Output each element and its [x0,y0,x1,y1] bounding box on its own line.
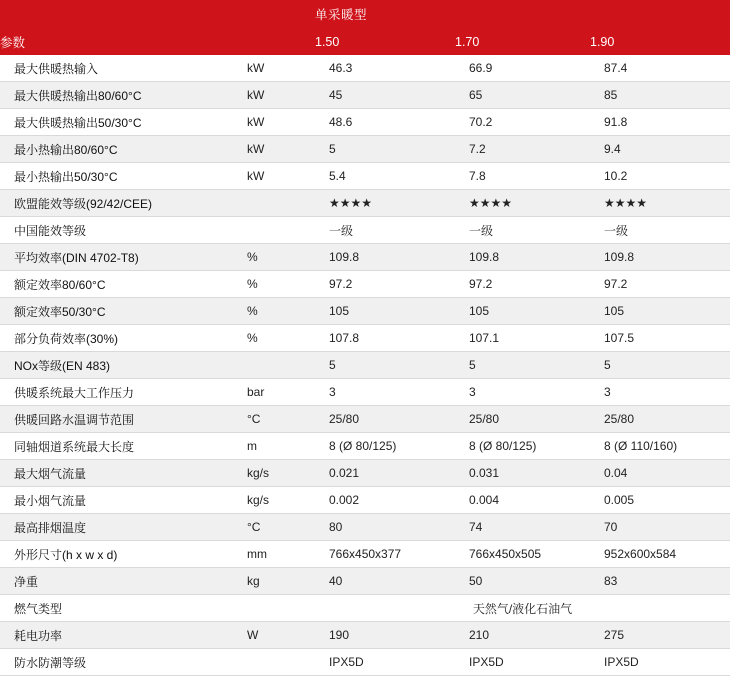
row-value-3: 3 [590,379,730,406]
row-value-1: 8 (Ø 80/125) [315,433,455,460]
table-row [0,325,730,352]
row-unit-label: m [245,433,315,460]
table-row [0,109,730,136]
row-value-3: 25/80 [590,406,730,433]
row-parameter-label: 中国能效等级 [0,217,245,244]
row-value-3: 87.4 [590,55,730,82]
table-header-group-row [0,0,730,28]
row-value-2: 25/80 [455,406,590,433]
row-value-3: ★★★★ [590,190,730,217]
row-parameter-label: 外形尺寸(h x w x d) [0,541,245,568]
row-unit-label: kg/s [245,460,315,487]
row-parameter-label: 额定效率50/30°C [0,298,245,325]
row-value-2: 766x450x505 [455,541,590,568]
row-unit-label: kg [245,568,315,595]
row-value-1: 48.6 [315,109,455,136]
row-value-2: 66.9 [455,55,590,82]
row-parameter-label: 供暖回路水温调节范围 [0,406,245,433]
row-value-1: 5 [315,352,455,379]
table-row [0,487,730,514]
row-value-3: 83 [590,568,730,595]
row-value-1: 766x450x377 [315,541,455,568]
header-unit-label [245,28,315,55]
row-value-1: 5.4 [315,163,455,190]
row-value-1: 105 [315,298,455,325]
row-value-2: ★★★★ [455,190,590,217]
row-value-3: 10.2 [590,163,730,190]
row-value-2: 65 [455,82,590,109]
row-value-3: 107.5 [590,325,730,352]
row-parameter-label: 最大供暖热输出50/30°C [0,109,245,136]
header-model-3: 1.90 [590,28,730,55]
table-row [0,244,730,271]
row-value-3: 85 [590,82,730,109]
row-parameter-label: 部分负荷效率(30%) [0,325,245,352]
row-value-1: 0.021 [315,460,455,487]
row-parameter-label: 最小热输出80/60°C [0,136,245,163]
row-value-2: 50 [455,568,590,595]
row-value-1: 5 [315,136,455,163]
header-group-title: 单采暖型 [315,0,730,28]
row-value-1: 80 [315,514,455,541]
row-parameter-label: 最大供暖热输入 [0,55,245,82]
row-value-3: 275 [590,622,730,649]
row-value-1: 45 [315,82,455,109]
table-header-columns-row [0,28,730,55]
table-row [0,541,730,568]
row-value-2: 7.2 [455,136,590,163]
row-parameter-label: NOx等级(EN 483) [0,352,245,379]
row-value-2: 97.2 [455,271,590,298]
row-value-3: IPX5D [590,649,730,676]
row-value-2: 70.2 [455,109,590,136]
header-spacer-param [0,0,245,28]
row-unit-label: bar [245,379,315,406]
row-value-1: 40 [315,568,455,595]
row-value-1: 107.8 [315,325,455,352]
row-value-2: IPX5D [455,649,590,676]
row-value-2: 7.8 [455,163,590,190]
row-unit-label: % [245,298,315,325]
row-unit-label: % [245,244,315,271]
row-parameter-label: 燃气类型 [0,595,245,622]
row-parameter-label: 额定效率80/60°C [0,271,245,298]
row-value-3: 91.8 [590,109,730,136]
row-parameter-label: 最小热输出50/30°C [0,163,245,190]
table-row [0,460,730,487]
row-value-3: 9.4 [590,136,730,163]
table-row [0,406,730,433]
row-unit-label [245,190,315,217]
row-unit-label: kW [245,55,315,82]
row-value-2: 0.031 [455,460,590,487]
row-value-1: ★★★★ [315,190,455,217]
table-row [0,55,730,82]
row-unit-label: kW [245,109,315,136]
row-parameter-label: 最高排烟温度 [0,514,245,541]
table-row [0,136,730,163]
row-value-1: 0.002 [315,487,455,514]
row-value-3: 105 [590,298,730,325]
table-row [0,217,730,244]
row-value-1: 190 [315,622,455,649]
row-value-3: 97.2 [590,271,730,298]
row-value-3: 952x600x584 [590,541,730,568]
row-unit-label: °C [245,406,315,433]
row-parameter-label: 最大供暖热输出80/60°C [0,82,245,109]
table-row [0,649,730,676]
row-value-2: 0.004 [455,487,590,514]
row-parameter-label: 耗电功率 [0,622,245,649]
table-row [0,379,730,406]
header-model-1: 1.50 [315,28,455,55]
row-parameter-label: 同轴烟道系统最大长度 [0,433,245,460]
row-unit-label: kg/s [245,487,315,514]
row-value-3: 一级 [590,217,730,244]
row-unit-label: kW [245,82,315,109]
row-value-2: 8 (Ø 80/125) [455,433,590,460]
row-value-1: IPX5D [315,649,455,676]
row-unit-label: % [245,325,315,352]
row-value-2: 一级 [455,217,590,244]
row-unit-label: kW [245,163,315,190]
header-model-2: 1.70 [455,28,590,55]
table-row [0,514,730,541]
row-value-3: 5 [590,352,730,379]
row-value-1: 25/80 [315,406,455,433]
row-value-3: 70 [590,514,730,541]
row-value-1: 109.8 [315,244,455,271]
row-parameter-label: 平均效率(DIN 4702-T8) [0,244,245,271]
row-parameter-label: 净重 [0,568,245,595]
row-parameter-label: 最小烟气流量 [0,487,245,514]
row-value-2: 105 [455,298,590,325]
table-row [0,298,730,325]
row-value-2: 5 [455,352,590,379]
row-value-2: 210 [455,622,590,649]
row-value-2: 107.1 [455,325,590,352]
table-row [0,271,730,298]
row-value-3: 0.005 [590,487,730,514]
row-value-3: 0.04 [590,460,730,487]
row-unit-label: % [245,271,315,298]
row-unit-label [245,352,315,379]
row-value-1: 46.3 [315,55,455,82]
row-parameter-label: 欧盟能效等级(92/42/CEE) [0,190,245,217]
row-unit-label [245,649,315,676]
header-param-label: 参数 [0,28,245,55]
row-unit-label [245,217,315,244]
row-unit-label: mm [245,541,315,568]
row-value-2: 3 [455,379,590,406]
row-value-2: 109.8 [455,244,590,271]
row-parameter-label: 防水防潮等级 [0,649,245,676]
header-spacer-unit [245,0,315,28]
row-unit-label: W [245,622,315,649]
table-row [0,163,730,190]
row-unit-label: °C [245,514,315,541]
table-row [0,190,730,217]
row-value-merged: 天然气/液化石油气 [315,595,730,622]
row-value-3: 109.8 [590,244,730,271]
table-row [0,595,730,622]
row-value-1: 3 [315,379,455,406]
row-value-3: 8 (Ø 110/160) [590,433,730,460]
table-row [0,352,730,379]
row-unit-label: kW [245,136,315,163]
table-row [0,568,730,595]
table-row [0,433,730,460]
row-parameter-label: 供暖系统最大工作压力 [0,379,245,406]
row-value-2: 74 [455,514,590,541]
table-row [0,622,730,649]
row-value-1: 97.2 [315,271,455,298]
row-value-1: 一级 [315,217,455,244]
row-unit-label [245,595,315,622]
table-row [0,82,730,109]
row-parameter-label: 最大烟气流量 [0,460,245,487]
